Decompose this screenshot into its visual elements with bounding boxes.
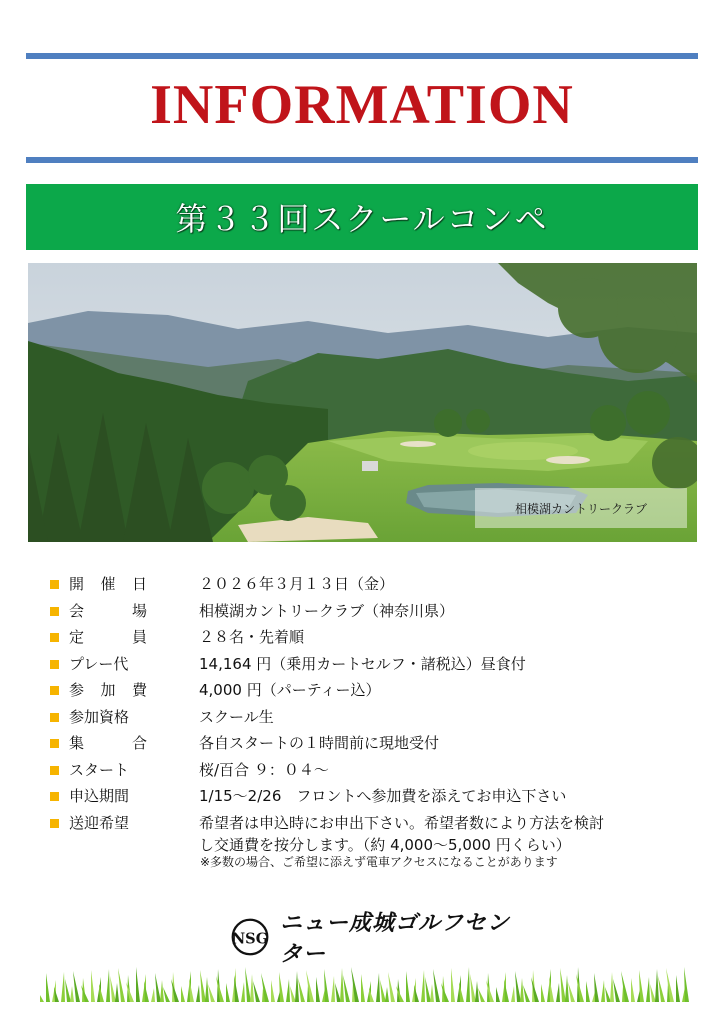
logo-mark-text: NSG: [231, 930, 269, 948]
grass-blade: [560, 968, 566, 1002]
detail-value: [199, 653, 690, 675]
grass-blade: [250, 974, 254, 1002]
golf-course-photo: [28, 263, 697, 542]
detail-value-line: 希望者は申込時にお申出下さい。希望者数により方法を検討: [199, 813, 605, 832]
bullet-icon: [50, 607, 59, 616]
grass-blade: [666, 968, 674, 1002]
detail-value: [199, 706, 690, 728]
detail-row: [50, 626, 690, 653]
detail-row: [50, 679, 690, 706]
grass-blade: [163, 987, 170, 1002]
detail-value: [199, 600, 690, 622]
detail-value-line: 桜/百合 ９：０４～: [199, 760, 329, 779]
bottom-rule: [26, 157, 698, 163]
grass-decoration: [40, 962, 690, 1002]
label-char: 集: [69, 734, 85, 752]
grass-blade: [40, 988, 44, 1002]
grass-blade: [340, 968, 344, 1002]
grass-blade: [115, 983, 119, 1002]
grass-blade: [621, 971, 629, 1002]
detail-row: [50, 706, 690, 733]
grass-blade: [136, 967, 140, 1002]
detail-value: [199, 626, 690, 648]
grass-blade: [631, 978, 635, 1002]
grass-blade: [245, 967, 251, 1002]
detail-row: [50, 573, 690, 600]
detail-value-line: ２８名・先着順: [199, 628, 305, 646]
top-rule: [26, 53, 698, 59]
detail-value-line: 1/15～2/26 フロントへ参加費を添えてお申込下さい: [199, 787, 567, 805]
grass-blade: [295, 971, 299, 1002]
label-char: 場: [131, 601, 147, 620]
grass-blade: [568, 982, 575, 1002]
grass-blade: [466, 967, 470, 1002]
event-title: 第３３回スクールコンペ: [175, 200, 549, 238]
event-banner: [26, 184, 698, 250]
label-char: 員: [131, 628, 147, 646]
detail-label: [69, 732, 147, 754]
grass-blade: [253, 981, 260, 1002]
grass-blade: [388, 972, 395, 1002]
grass-blade: [261, 973, 269, 1002]
bullet-icon: [50, 819, 59, 828]
detail-value-line: 14,164 円（乗用カートセルフ・諸税込）昼食付: [199, 654, 526, 673]
detail-label: [69, 600, 147, 622]
grass-blade: [451, 968, 455, 1002]
grass-blade: [605, 987, 611, 1002]
detail-row: [50, 600, 690, 627]
detail-row: [50, 732, 690, 759]
detail-value-line: 4,000 円（パーティー込）: [199, 681, 381, 699]
grass-blade: [430, 984, 434, 1002]
grass-blade: [610, 972, 614, 1002]
event-details: [50, 573, 690, 856]
grass-blade: [155, 973, 161, 1002]
bullet-icon: [50, 686, 59, 695]
grass-blade: [226, 983, 230, 1002]
detail-row: [50, 785, 690, 812]
grass-blade: [118, 968, 125, 1002]
detail-label: 申込期間: [69, 787, 130, 805]
label-char: 合: [131, 734, 147, 752]
grass-blade: [46, 973, 50, 1002]
grass-blade: [650, 984, 656, 1002]
grass-blade: [298, 978, 305, 1002]
grass-blade: [421, 970, 425, 1002]
grass-blade: [425, 977, 431, 1002]
photo-caption-box: [475, 488, 687, 528]
grass-blade: [106, 969, 110, 1002]
grass-blade: [676, 975, 680, 1002]
label-char: 定: [69, 628, 85, 646]
detail-value: [199, 785, 690, 807]
bullet-icon: [50, 660, 59, 669]
label-char: 会: [69, 601, 85, 620]
label-char: 参: [69, 681, 85, 699]
grass-blade: [271, 980, 275, 1002]
grass-blade: [208, 984, 215, 1002]
grass-blade: [496, 987, 500, 1002]
grass-blade: [511, 986, 515, 1002]
grass-blade: [196, 985, 200, 1002]
label-char: 日: [131, 575, 147, 593]
label-char: 費: [131, 681, 147, 699]
photo-caption: 相模湖カントリークラブ: [514, 501, 647, 516]
grass-blade: [110, 976, 116, 1002]
detail-value-line: ２０２６年３月１３日（金）: [199, 575, 395, 593]
grass-blade: [205, 977, 209, 1002]
grass-blade: [70, 986, 74, 1002]
detail-label: スタート: [69, 760, 130, 779]
organizer-name: ニュー成城ゴルフセンター: [280, 911, 510, 967]
bullet-icon: [50, 633, 59, 642]
grass-blade: [565, 975, 569, 1002]
detail-value-line: スクール生: [199, 707, 274, 726]
grass-blade: [556, 983, 560, 1002]
page-title: INFORMATION: [150, 74, 574, 136]
bullet-icon: [50, 739, 59, 748]
grass-blade: [290, 986, 296, 1002]
detail-label: [69, 679, 147, 701]
grass-blade: [515, 971, 521, 1002]
label-char: 開: [69, 575, 85, 593]
grass-blade: [73, 971, 80, 1002]
detail-label: プレー代: [69, 654, 129, 673]
detail-label: 参加資格: [69, 707, 130, 726]
detail-value: [199, 679, 690, 701]
grass-blade: [91, 970, 95, 1002]
detail-row: [50, 653, 690, 680]
grass-blade: [331, 976, 335, 1002]
detail-value: [199, 732, 690, 754]
grass-blade: [306, 970, 314, 1002]
organizer-logo: [230, 911, 530, 967]
grass-blade: [200, 970, 206, 1002]
grass-blade: [151, 988, 155, 1002]
detail-label: 送迎希望: [69, 813, 130, 832]
detail-value-line: 相模湖カントリークラブ（神奈川県）: [199, 601, 455, 620]
grass-blade: [613, 979, 620, 1002]
grass-blade: [658, 976, 665, 1002]
grass-blade: [61, 972, 65, 1002]
grass-blade: [65, 979, 71, 1002]
grass-blade: [433, 969, 440, 1002]
grass-blade: [646, 977, 650, 1002]
detail-value: [199, 812, 690, 856]
grass-blade: [601, 980, 605, 1002]
grass-blade: [385, 987, 389, 1002]
grass-blade: [335, 983, 341, 1002]
bullet-icon: [50, 766, 59, 775]
grass-blade: [361, 974, 365, 1002]
grass-blade: [316, 977, 320, 1002]
grass-blade: [343, 975, 350, 1002]
grass-blade: [181, 986, 185, 1002]
detail-value: [199, 759, 690, 781]
grass-blade: [470, 974, 476, 1002]
detail-value-line: し交通費を按分します。（約 4,000～5,000 円くらい）: [199, 835, 571, 854]
grass-blade: [475, 981, 479, 1002]
bullet-icon: [50, 713, 59, 722]
detail-value: [199, 573, 690, 595]
grass-blade: [380, 980, 386, 1002]
label-char: 催: [100, 575, 116, 593]
label-char: 加: [100, 681, 116, 699]
grass-blade: [586, 981, 590, 1002]
logo-mark-icon: [230, 915, 270, 959]
detail-label: [69, 626, 147, 648]
detail-label: [69, 573, 147, 595]
grass-blade: [520, 978, 524, 1002]
grass-blade: [351, 967, 359, 1002]
grass-blade: [541, 984, 545, 1002]
grass-blade: [286, 979, 290, 1002]
grass-blade: [160, 980, 164, 1002]
grass-blade: [406, 971, 410, 1002]
bullet-icon: [50, 792, 59, 801]
bullet-icon: [50, 580, 59, 589]
grass-blade: [478, 988, 485, 1002]
grass-blade: [523, 985, 530, 1002]
detail-row: [50, 759, 690, 786]
grass-blade: [241, 982, 245, 1002]
detail-row: [50, 812, 690, 856]
grass-blade: [655, 969, 659, 1002]
grass-blade: [376, 973, 380, 1002]
detail-value-line: 各自スタートの１時間前に現地受付: [199, 734, 440, 752]
transport-note: ※多数の場合、ご希望に添えず電車アクセスになることがあります: [200, 855, 558, 869]
